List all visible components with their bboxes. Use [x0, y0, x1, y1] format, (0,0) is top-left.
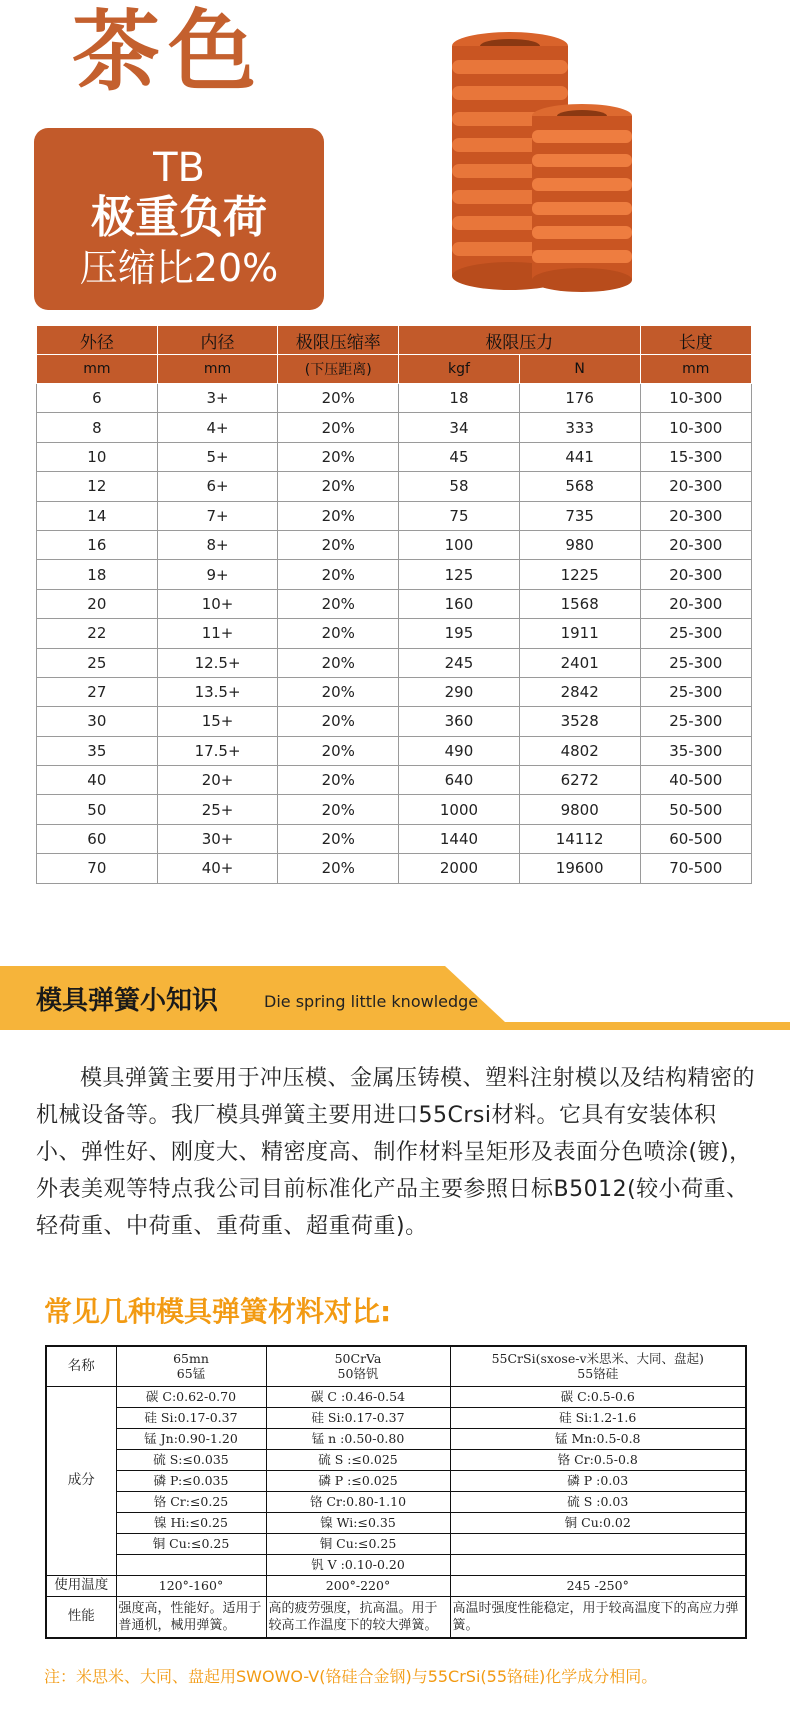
composition-label: 成分 [46, 1386, 116, 1575]
composition-row [46, 1533, 746, 1554]
table-cell: 17.5+ [157, 736, 278, 765]
composition-cell: 铜 Cu:≤0.25 [116, 1533, 266, 1554]
composition-cell: 磷 P :≤0.025 [266, 1470, 450, 1491]
table-row [37, 736, 752, 765]
banner-title: 模具弹簧小知识 [36, 986, 219, 1016]
table-row [37, 824, 752, 853]
composition-cell: 铜 Cu:≤0.25 [266, 1533, 450, 1554]
composition-row [46, 1491, 746, 1512]
table-row [37, 384, 752, 413]
temp-55crsi: 245 -250° [450, 1575, 746, 1596]
composition-cell [450, 1554, 746, 1575]
table-cell: 20% [278, 501, 399, 530]
table-cell: 20% [278, 707, 399, 736]
composition-cell: 碳 C:0.62-0.70 [116, 1386, 266, 1407]
table-cell: 20% [278, 413, 399, 442]
perf-55crsi: 高温时强度性能稳定，用于较高温度下的高应力弹簧。 [450, 1596, 746, 1638]
table-cell: 20% [278, 766, 399, 795]
unit-kgf: kgf [399, 355, 520, 384]
col-inner-diameter: 内径 [157, 326, 278, 355]
composition-cell: 磷 P:≤0.035 [116, 1470, 266, 1491]
table-cell: 1911 [519, 619, 640, 648]
composition-cell: 锰 Mn:0.5-0.8 [450, 1428, 746, 1449]
table-cell: 3+ [157, 384, 278, 413]
table-cell: 441 [519, 442, 640, 471]
footnote: 注：米思米、大同、盘起用SWOWO-V(铬硅合金钢)与55CrSi(55铬硅)化学成分相同。 [44, 1667, 658, 1686]
composition-row [46, 1470, 746, 1491]
composition-row [46, 1554, 746, 1575]
table-row [37, 472, 752, 501]
temp-65mn: 120°-160° [116, 1575, 266, 1596]
table-cell: 22 [37, 619, 158, 648]
col-max-compression: 极限压缩率 [278, 326, 399, 355]
composition-cell: 铬 Cr:0.5-0.8 [450, 1449, 746, 1470]
table-cell: 10+ [157, 589, 278, 618]
table-row [37, 442, 752, 471]
table-cell: 15+ [157, 707, 278, 736]
table-cell: 50 [37, 795, 158, 824]
table-cell: 16 [37, 530, 158, 559]
table-cell: 20% [278, 530, 399, 559]
unit-inner: mm [157, 355, 278, 384]
table-cell: 20% [278, 560, 399, 589]
table-row [37, 589, 752, 618]
table-cell: 40 [37, 766, 158, 795]
table-cell: 20% [278, 589, 399, 618]
composition-cell: 硫 S :0.03 [450, 1491, 746, 1512]
table-cell: 20% [278, 854, 399, 883]
table-cell: 10-300 [640, 384, 751, 413]
composition-cell: 钒 V :0.10-0.20 [266, 1554, 450, 1575]
table-cell: 25-300 [640, 648, 751, 677]
table-cell: 13.5+ [157, 677, 278, 706]
material-compare-table [45, 1345, 747, 1639]
composition-row [46, 1449, 746, 1470]
table-cell: 20% [278, 619, 399, 648]
table-cell: 160 [399, 589, 520, 618]
table-cell: 245 [399, 648, 520, 677]
table-row [37, 766, 752, 795]
table-cell: 75 [399, 501, 520, 530]
unit-outer: mm [37, 355, 158, 384]
die-spring-image [440, 20, 640, 310]
table-cell: 980 [519, 530, 640, 559]
table-cell: 20% [278, 648, 399, 677]
load-type: 极重负荷 [91, 192, 267, 243]
table-cell: 20-300 [640, 501, 751, 530]
table-cell: 2842 [519, 677, 640, 706]
spec-table [36, 325, 752, 884]
table-cell: 1225 [519, 560, 640, 589]
composition-cell: 镍 Wi:≤0.35 [266, 1512, 450, 1533]
table-cell: 12 [37, 472, 158, 501]
table-cell: 10 [37, 442, 158, 471]
table-cell: 20-300 [640, 560, 751, 589]
table-cell: 3528 [519, 707, 640, 736]
composition-cell: 硅 Si:0.17-0.37 [266, 1407, 450, 1428]
table-cell: 333 [519, 413, 640, 442]
knowledge-banner [0, 966, 790, 1030]
table-cell: 15-300 [640, 442, 751, 471]
composition-cell: 碳 C:0.5-0.6 [450, 1386, 746, 1407]
table-cell: 20% [278, 472, 399, 501]
table-cell: 2000 [399, 854, 520, 883]
table-cell: 490 [399, 736, 520, 765]
table-cell: 5+ [157, 442, 278, 471]
table-cell: 8+ [157, 530, 278, 559]
composition-cell: 锰 Jn:0.90-1.20 [116, 1428, 266, 1449]
composition-cell: 硫 S:≤0.035 [116, 1449, 266, 1470]
perf-label: 性能 [46, 1596, 116, 1638]
table-cell: 360 [399, 707, 520, 736]
composition-cell: 铜 Cu:0.02 [450, 1512, 746, 1533]
table-cell: 25+ [157, 795, 278, 824]
table-cell: 34 [399, 413, 520, 442]
table-cell: 60 [37, 824, 158, 853]
table-cell: 1440 [399, 824, 520, 853]
table-cell: 20-300 [640, 530, 751, 559]
table-cell: 4+ [157, 413, 278, 442]
table-cell: 195 [399, 619, 520, 648]
table-cell: 4802 [519, 736, 640, 765]
table-cell: 11+ [157, 619, 278, 648]
table-row [37, 795, 752, 824]
table-cell: 6 [37, 384, 158, 413]
col-length: 长度 [640, 326, 751, 355]
material-55crsi: 55CrSi(sxose-v米思米、大同、盘起) 55铬硅 [450, 1346, 746, 1386]
table-cell: 6272 [519, 766, 640, 795]
table-cell: 27 [37, 677, 158, 706]
table-cell: 2401 [519, 648, 640, 677]
table-row [37, 648, 752, 677]
table-cell: 20% [278, 795, 399, 824]
composition-cell: 硫 S :≤0.025 [266, 1449, 450, 1470]
table-cell: 735 [519, 501, 640, 530]
color-title: 茶色 [72, 0, 265, 103]
composition-cell: 硅 Si:1.2-1.6 [450, 1407, 746, 1428]
table-cell: 18 [37, 560, 158, 589]
table-cell: 30+ [157, 824, 278, 853]
composition-row [46, 1428, 746, 1449]
table-cell: 1000 [399, 795, 520, 824]
perf-65mn: 强度高，性能好。适用于普通机，械用弹簧。 [116, 1596, 266, 1638]
unit-compression: (下压距离) [278, 355, 399, 384]
table-cell: 10-300 [640, 413, 751, 442]
table-row [37, 707, 752, 736]
intro-paragraph: 模具弹簧主要用于冲压模、金属压铸模、塑料注射模以及结构精密的机械设备等。我厂模具弹簧主要用进口55Crsi材料。它具有安装体积小、弹性好、刚度大、精密度高、制作材料呈矩形及表面分色喷涂(镀)，外表美观等特点我公司目前标准化产品主要参照日标B5012(较小荷重、轻荷重、中荷重、重荷重、超重荷重)。 [36, 1066, 756, 1239]
composition-row [46, 1512, 746, 1533]
spec-table-header [37, 326, 752, 355]
table-cell: 25-300 [640, 707, 751, 736]
table-cell: 20-300 [640, 472, 751, 501]
spec-table-subheader [37, 355, 752, 384]
table-cell: 20-300 [640, 589, 751, 618]
table-cell: 12.5+ [157, 648, 278, 677]
temp-50crva: 200°-220° [266, 1575, 450, 1596]
table-cell: 290 [399, 677, 520, 706]
col-outer-diameter: 外径 [37, 326, 158, 355]
composition-cell: 镍 Hi:≤0.25 [116, 1512, 266, 1533]
table-cell: 640 [399, 766, 520, 795]
table-cell: 20% [278, 736, 399, 765]
table-cell: 125 [399, 560, 520, 589]
spec-badge [34, 128, 324, 310]
banner-subtitle: Die spring little knowledge [264, 992, 479, 1011]
table-cell: 70-500 [640, 854, 751, 883]
table-row [37, 677, 752, 706]
table-cell: 14112 [519, 824, 640, 853]
table-row [37, 854, 752, 883]
product-header [0, 0, 790, 320]
composition-cell: 磷 P :0.03 [450, 1470, 746, 1491]
material-50crva: 50CrVa 50铬钒 [266, 1346, 450, 1386]
unit-length: mm [640, 355, 751, 384]
table-cell: 25-300 [640, 619, 751, 648]
table-cell: 7+ [157, 501, 278, 530]
table-cell: 20% [278, 384, 399, 413]
table-cell: 20 [37, 589, 158, 618]
composition-row [46, 1407, 746, 1428]
table-cell: 14 [37, 501, 158, 530]
table-cell: 70 [37, 854, 158, 883]
table-row [37, 413, 752, 442]
table-cell: 9+ [157, 560, 278, 589]
table-cell: 19600 [519, 854, 640, 883]
temp-label: 使用温度 [46, 1575, 116, 1596]
table-cell: 40-500 [640, 766, 751, 795]
table-cell: 20% [278, 442, 399, 471]
table-row [37, 530, 752, 559]
table-cell: 25 [37, 648, 158, 677]
spring-short [532, 104, 632, 292]
composition-row [46, 1386, 746, 1407]
spring-code: TB [153, 145, 205, 191]
material-65mn: 65mn 65锰 [116, 1346, 266, 1386]
name-label: 名称 [46, 1346, 116, 1386]
composition-cell: 硅 Si:0.17-0.37 [116, 1407, 266, 1428]
composition-cell [116, 1554, 266, 1575]
table-cell: 35-300 [640, 736, 751, 765]
col-max-pressure: 极限压力 [399, 326, 640, 355]
table-cell: 20% [278, 824, 399, 853]
composition-cell [450, 1533, 746, 1554]
table-row [37, 560, 752, 589]
table-cell: 60-500 [640, 824, 751, 853]
table-cell: 40+ [157, 854, 278, 883]
table-row [37, 619, 752, 648]
table-cell: 25-300 [640, 677, 751, 706]
table-cell: 20+ [157, 766, 278, 795]
composition-cell: 锰 n :0.50-0.80 [266, 1428, 450, 1449]
table-cell: 20% [278, 677, 399, 706]
table-cell: 8 [37, 413, 158, 442]
composition-cell: 铬 Cr:≤0.25 [116, 1491, 266, 1512]
unit-newton: N [519, 355, 640, 384]
table-cell: 6+ [157, 472, 278, 501]
table-cell: 1568 [519, 589, 640, 618]
perf-50crva: 高的疲劳强度，抗高温。用于较高工作温度下的较大弹簧。 [266, 1596, 450, 1638]
table-cell: 45 [399, 442, 520, 471]
table-row [37, 501, 752, 530]
table-cell: 18 [399, 384, 520, 413]
composition-cell: 碳 C :0.46-0.54 [266, 1386, 450, 1407]
compare-title: 常见几种模具弹簧材料对比: [44, 1295, 392, 1328]
composition-cell: 铬 Cr:0.80-1.10 [266, 1491, 450, 1512]
table-cell: 50-500 [640, 795, 751, 824]
table-cell: 58 [399, 472, 520, 501]
table-cell: 176 [519, 384, 640, 413]
table-cell: 9800 [519, 795, 640, 824]
table-cell: 100 [399, 530, 520, 559]
table-cell: 568 [519, 472, 640, 501]
compression-ratio: 压缩比20% [79, 246, 279, 290]
table-cell: 35 [37, 736, 158, 765]
table-cell: 30 [37, 707, 158, 736]
